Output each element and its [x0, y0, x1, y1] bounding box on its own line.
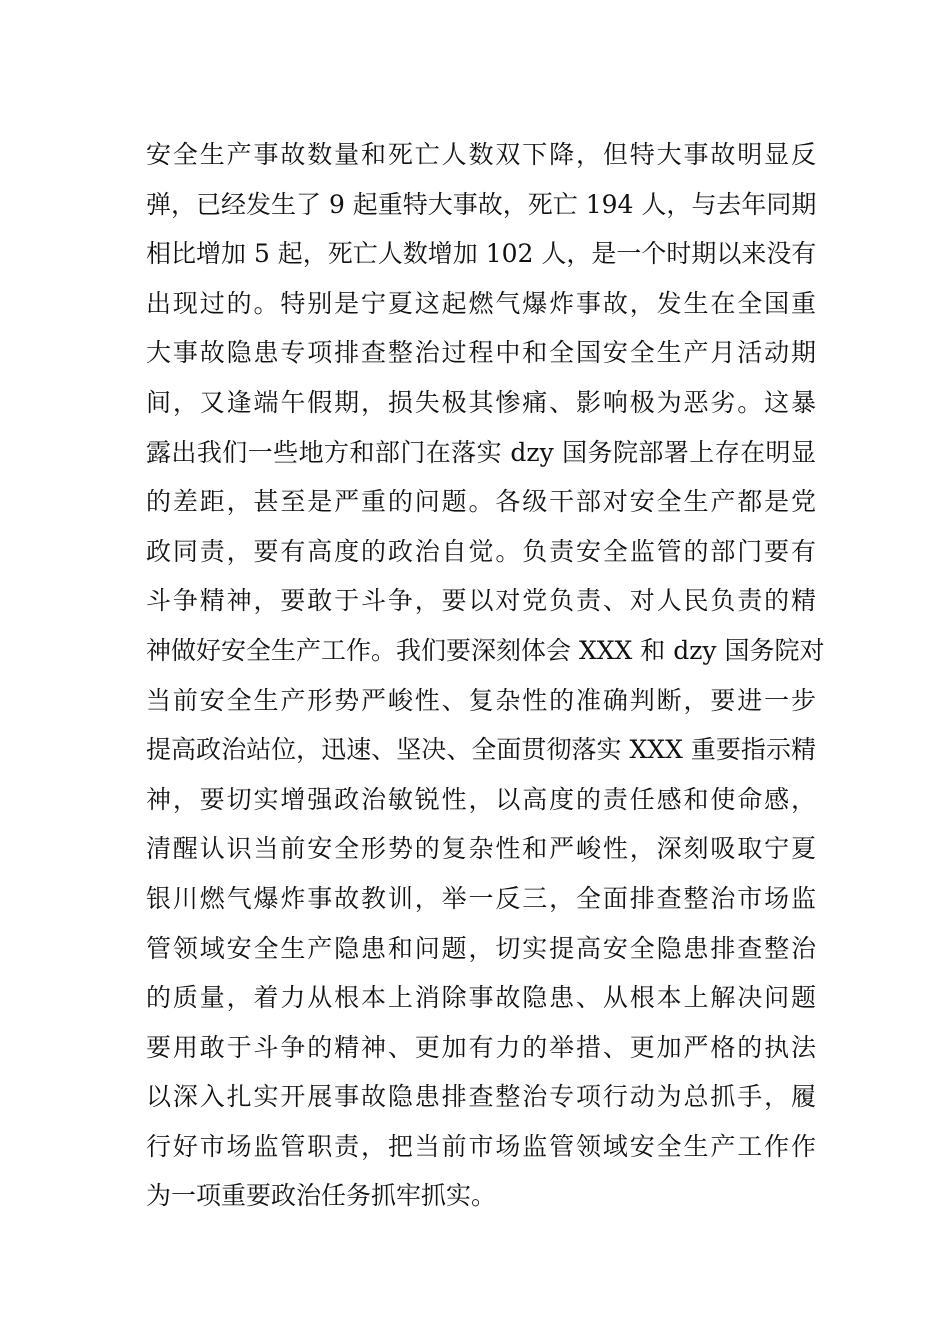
- paragraph-line-5: 大事故隐患专项排查整治过程中和全国安全生产月活动期: [146, 338, 816, 368]
- paragraph-line-9: 政同责，要有高度的政治自觉。负责安全监管的部门要有: [146, 536, 816, 566]
- paragraph-line-8: 的差距，甚至是严重的问题。各级干部对安全生产都是党: [146, 487, 816, 517]
- paragraph-line-17: 管领域安全生产隐患和问题，切实提高安全隐患排查整治: [146, 933, 816, 963]
- paragraph-line-19: 要用敢于斗争的精神、更加有力的举措、更加严格的执法: [146, 1032, 816, 1062]
- paragraph-line-4: 出现过的。特别是宁夏这起燃气爆炸事故，发生在全国重: [146, 288, 816, 318]
- body-paragraph: [146, 130, 825, 1221]
- paragraph-line-20: 以深入扎实开展事故隐患排查整治专项行动为总抓手，履: [146, 1082, 816, 1112]
- paragraph-line-11: 神做好安全生产工作。我们要深刻体会 XXX 和 dzy 国务院对: [146, 635, 825, 665]
- paragraph-line-10: 斗争精神，要敢于斗争，要以对党负责、对人民负责的精: [146, 586, 816, 616]
- paragraph-line-7: 露出我们一些地方和部门在落实 dzy 国务院部署上存在明显: [146, 437, 816, 467]
- paragraph-line-14: 神，要切实增强政治敏锐性，以高度的责任感和使命感，: [146, 784, 816, 814]
- paragraph-line-16: 银川燃气爆炸事故教训，举一反三，全面排查整治市场监: [146, 883, 816, 913]
- paragraph-line-6: 间，又逢端午假期，损失极其惨痛、影响极为恶劣。这暴: [146, 387, 816, 417]
- paragraph-line-22: 为一项重要政治任务抓牢抓实。: [146, 1181, 497, 1211]
- paragraph-line-21: 行好市场监管职责，把当前市场监管领域安全生产工作作: [146, 1131, 816, 1161]
- paragraph-line-12: 当前安全生产形势严峻性、复杂性的准确判断，要进一步: [146, 685, 816, 715]
- paragraph-line-3: 相比增加 5 起，死亡人数增加 102 人，是一个时期以来没有: [146, 239, 817, 269]
- paragraph-line-18: 的质量，着力从根本上消除事故隐患、从根本上解决问题: [146, 983, 816, 1013]
- paragraph-line-13: 提高政治站位，迅速、坚决、全面贯彻落实 XXX 重要指示精: [146, 735, 816, 765]
- paragraph-line-1: 安全生产事故数量和死亡人数双下降，但特大事故明显反: [146, 140, 816, 169]
- paragraph-line-15: 清醒认识当前安全形势的复杂性和严峻性，深刻吸取宁夏: [146, 834, 816, 864]
- paragraph-line-2: 弹，已经发生了 9 起重特大事故，死亡 194 人，与去年同期: [146, 189, 817, 219]
